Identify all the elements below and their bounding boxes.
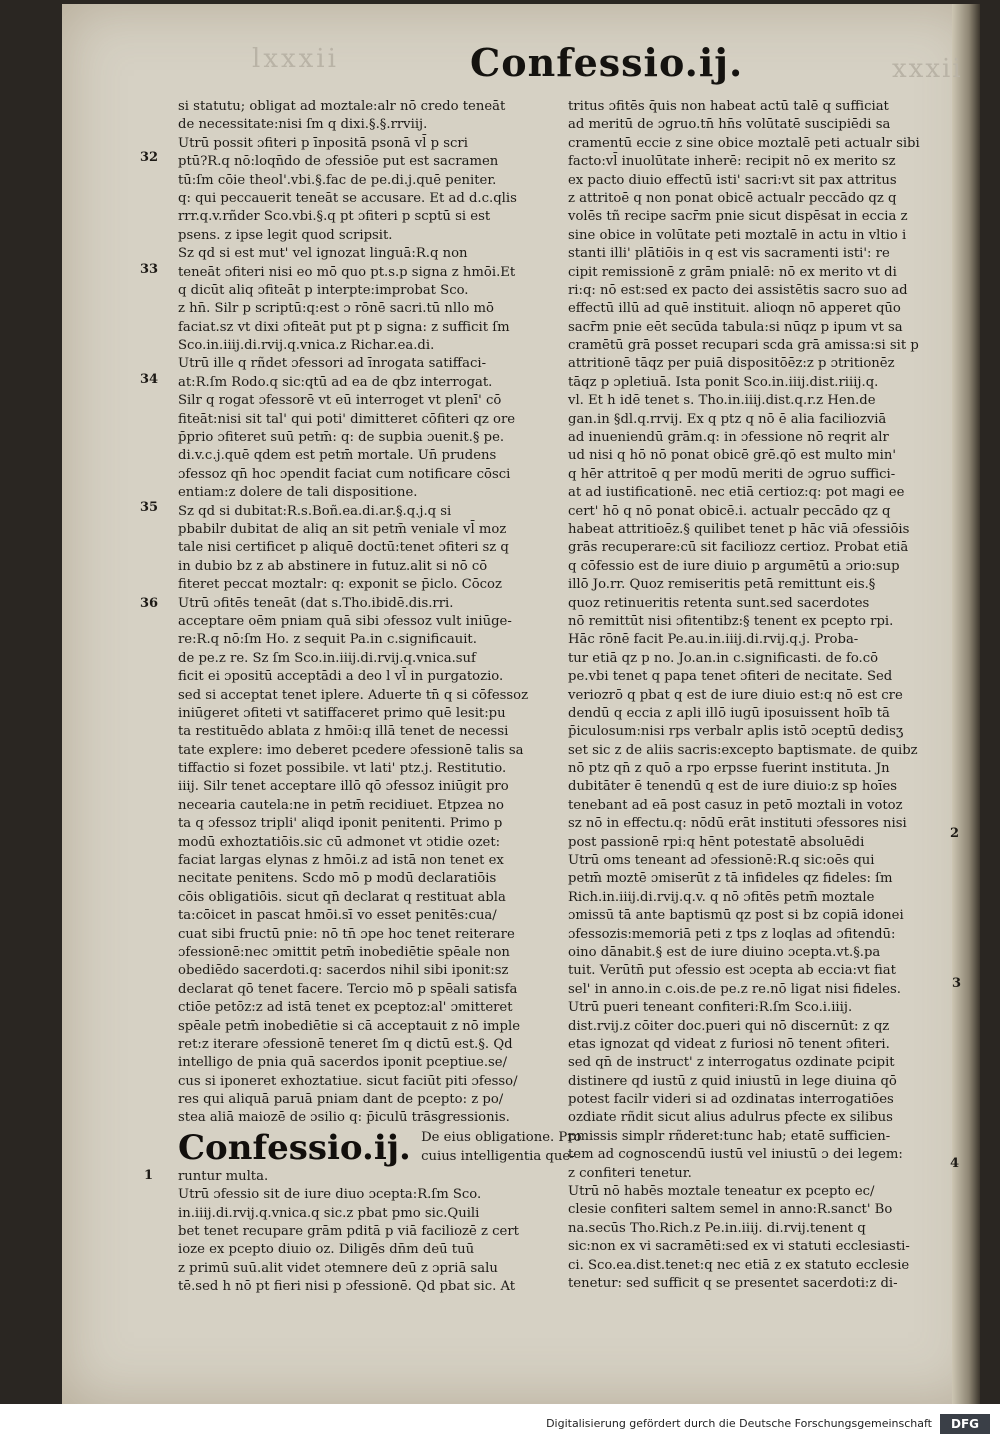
- text-line: tritus ɔfitēs q̄uis non habeat actū talē q sufficiat: [568, 99, 889, 114]
- text-line: veriozrō q pbat q est de iure diuio est:q nō est cre: [568, 687, 903, 703]
- text-line: de necessitate:nisi ſm q dixi.§.§.rrviij.: [178, 117, 428, 133]
- text-line: modū exhoztatiōis.sic cū admonet vt ɔtidie ozet:: [178, 834, 501, 850]
- text-line: z hn̄. Silr p scriptū:q:est ɔ rōnē sacri.tū nllo mō: [178, 301, 494, 317]
- text-line: pmissis simplr rñderet:tunc hab; etatē sufficien-: [568, 1128, 891, 1144]
- text-line: cōis obligatiōis. sicut qn̄ declarat q restituat abla: [178, 889, 506, 905]
- text-line: de pe.z re. Sz ſm Sco.in.iiij.di.rvij.q.vnica.suf: [178, 650, 476, 666]
- text-line: ctiōe petōz:z ad istā tenet ex pceptoz:al' ɔmitteret: [178, 1000, 513, 1016]
- text-line: bet tenet recupare grām pditā p viā faciliozē z cert: [178, 1224, 519, 1240]
- text-line: z confiteri tenetur.: [568, 1165, 692, 1181]
- text-line: at:R.ſm Rodo.q sic:qtū ad ea de qbz interrogat.: [178, 374, 493, 390]
- text-line: na.secūs Tho.Rich.z Pe.in.iiij. di.rvij.tenent q: [568, 1220, 866, 1236]
- ghost-bleedthrough-left: lxxxii: [252, 44, 339, 74]
- text-line: Utrū oms teneant ad ɔfessionē:R.q sic:oēs qui: [568, 853, 875, 869]
- text-line: q: qui peccauerit teneāt se accusare. Et ad d.c.qlis: [178, 190, 517, 206]
- text-line: ɔfessionē:nec ɔmittit petm̄ inobediētie spēale non: [178, 944, 510, 960]
- text-line: ɔfessozis:memoriā peti z tps z loqlas ad ɔfitendū:: [568, 926, 896, 942]
- right-column: [568, 98, 938, 1293]
- text-line: sz nō in effectu.q: nōdū erāt instituti ɔfessores nisi: [568, 816, 907, 832]
- text-line: acceptare oēm pniam quā sibi ɔfessoz vult iniūge-: [178, 613, 512, 629]
- text-line: fiteret peccat moztalr: q: exponit se p̄iclo. Cōcoz: [178, 577, 502, 593]
- text-line: tenetur: sed sufficit q se presentet sacerdoti:z di-: [568, 1276, 898, 1291]
- section-heading-side-line: De eius obligatione. Pro: [421, 1130, 582, 1146]
- text-line: volēs tñ recipe sacr̄m pnie sicut dispēsat in eccia z: [568, 209, 908, 225]
- text-line: entiam:z dolere de tali dispositione.: [178, 485, 418, 501]
- margin-number: 4: [950, 1156, 960, 1171]
- text-line: stea aliā maiozē de ɔsilio q: p̄iculū trāsgressionis.: [178, 1110, 510, 1126]
- text-line: vl. Et h idē tenet s. Tho.in.iiij.dist.q.r.z Hen.de: [568, 393, 876, 409]
- text-line: tale nisi certificet p aliquē doctū:tenet ɔfiteri sz q: [178, 540, 509, 556]
- text-line: in dubio bz z ab abstinere in futuz.alit si nō cō: [178, 558, 488, 574]
- text-line: post passionē rpi:q hēnt potestatē absoluēdi: [568, 834, 865, 850]
- text-line: ozdiate rñdit sicut alius adulrus pfecte ex silibus: [568, 1110, 893, 1126]
- text-line: pe.vbi tenet q papa tenet ɔfiteri de necitate. Sed: [568, 669, 893, 685]
- margin-number: 36: [140, 596, 159, 611]
- text-line: tē.sed h nō pt fieri nisi p ɔfessionē. Qd pbat sic. At: [178, 1279, 516, 1295]
- text-line: ad inueniendū grām.q: in ɔfessione nō reqrit alr: [568, 430, 889, 446]
- text-line: re:R.q nō:ſm Ho. z sequit Pa.in c.significauit.: [178, 632, 477, 648]
- text-line: nō ptz qn̄ z quō a rpo erpsse fuerint instituta. Jn: [568, 761, 890, 777]
- text-line: Utrū ɔfitēs teneāt (dat s.Tho.ibidē.dis.rri.: [178, 595, 454, 611]
- text-line: ɔmissū tā ante baptismū qz post si bz copiā idonei: [568, 908, 904, 924]
- text-line: di.v.c.j.quē qdem est petm̄ mortale. Un̄ prudens: [178, 448, 497, 464]
- text-line: faciat largas elynas z hmōi.z ad istā non tenet ex: [178, 853, 504, 869]
- right-column-lines: [568, 98, 938, 1293]
- text-line: Utrū pueri teneant confiteri:R.ſm Sco.i.iiij.: [568, 1000, 853, 1016]
- text-line: Sz qd si dubitat:R.s.Boñ.ea.di.ar.§.q.j.q si: [178, 503, 452, 519]
- section-heading-row: [178, 1127, 582, 1168]
- text-line: tem ad cognoscendū iustū vel iniustū ɔ dei legem:: [568, 1147, 903, 1163]
- text-line: Utrū ille q rñdet ɔfessori ad īnrogata satiffaci-: [178, 356, 487, 372]
- text-line: spēale petm̄ inobediētie si cā acceptauit z nō imple: [178, 1018, 521, 1034]
- section-heading-side-line: cuius intelligentia que-: [421, 1148, 575, 1164]
- text-line: tenebant ad eā post casuz in petō moztali in votoz: [568, 797, 903, 813]
- text-line: dist.rvij.z cōiter doc.pueri qui nō discernūt: z qz: [568, 1018, 890, 1034]
- text-line: attritionē tāqz per puiā dispositōēz:z p ɔtritionēz: [568, 356, 895, 372]
- text-line: Rich.in.iiij.di.rvij.q.v. q nō ɔfitēs petm̄ moztale: [568, 889, 875, 905]
- text-line: cert' hō q nō ponat obicē.i. actualr peccādo qz q: [568, 503, 891, 519]
- text-line: z attritoē q non ponat obicē actualr peccādo qz q: [568, 190, 897, 206]
- margin-number: 32: [140, 150, 159, 165]
- text-line: clesie confiteri saltem semel in anno:R.sanct' Bo: [568, 1202, 893, 1218]
- text-line: ficit ei ɔpositū acceptādi a deo l vl̄ in purgatozio.: [178, 669, 504, 685]
- text-line: cramētū grā posset recupari scda grā amissa:si sit p: [568, 338, 919, 354]
- text-line: dendū q eccia z apli illō iugū iposuissent hoīb tā: [568, 705, 890, 721]
- text-line: distinere qd iustū z quid iniustū in lege diuina qō: [568, 1073, 897, 1089]
- text-line: rrr.q.v.rñder Sco.vbi.§.q pt ɔfiteri p scptū si est: [178, 209, 491, 225]
- text-line: fiteāt:nisi sit tal' qui poti' dimitteret cōfiteri qz ore: [178, 411, 516, 427]
- text-line: nō remittūt nisi ɔfitentibz:§ tenent ex pcepto rpi.: [568, 613, 894, 629]
- text-line: sacr̄m pnie eēt secūda tabula:si nūqz p ipum vt sa: [568, 319, 903, 335]
- text-line: sed qn̄ de instruct' z interrogatus ozdinate pcipit: [568, 1055, 895, 1071]
- text-line: ret:z iterare ɔfessionē teneret ſm q dictū est.§. Qd: [178, 1036, 513, 1052]
- text-line: Silr q rogat ɔfessorē vt eū interroget vt plenī' cō: [178, 393, 502, 409]
- text-line: sic:non ex vi sacramēti:sed ex vi statuti ecclesiasti-: [568, 1239, 910, 1255]
- text-line: necearia cautela:ne in petm̄ recidiuet. Etpzea no: [178, 797, 504, 813]
- margin-number: 1: [144, 1168, 154, 1183]
- text-line: cipit remissionē z grām pnialē: nō ex merito vt di: [568, 264, 897, 280]
- text-line: tiffactio si fozet possibile. vt lati' ptz.j. Restitutio.: [178, 761, 507, 777]
- text-line: Hāc rōnē facit Pe.au.in.iiij.di.rvij.q.j. Proba-: [568, 632, 859, 648]
- text-line: sel' in anno.in c.ois.de pe.z re.nō ligat nisi fideles.: [568, 981, 901, 997]
- text-line: petm̄ moztē ɔmiserūt z tā infideles qz fideles: ſm: [568, 871, 893, 887]
- left-column: [178, 98, 582, 1297]
- text-line: tate explere: imo deberet pcedere ɔfessionē talis sa: [178, 742, 524, 758]
- text-line: p̄prio ɔfiteret suū petm̄: q: de supbia ɔuenit.§ pe.: [178, 430, 505, 446]
- text-line: facto:vl̄ inuolūtate inherē: recipit nō ex merito sz: [568, 154, 896, 170]
- dfg-logo: DFG: [940, 1414, 990, 1434]
- text-line: q cōfessio est de iure diuio p argumētū a ɔrio:sup: [568, 558, 900, 574]
- text-line: cus si iponeret exhoztatiue. sicut faciūt piti ɔfesso/: [178, 1073, 518, 1089]
- text-line: Utrū nō habēs moztale teneatur ex pcepto ec/: [568, 1184, 875, 1200]
- text-line: cramentū eccie z sine obice moztalē peti actualr sibi: [568, 135, 920, 151]
- text-line: tuit. Verūtn̄ put ɔfessio est ɔcepta ab eccia:vt fiat: [568, 963, 896, 979]
- text-line: oino dānabit.§ est de iure diuino ɔcepta.vt.§.pa: [568, 944, 881, 960]
- text-line: si statutu; obligat ad moztale:alr nō credo teneāt: [178, 99, 506, 114]
- text-line: tū:ſm cōie theol'.vbi.§.fac de pe.di.j.quē peniter.: [178, 172, 497, 188]
- text-line: ɔfessoz qn̄ hoc ɔpendit faciat cum notificare cōsci: [178, 466, 511, 482]
- text-line: res qui aliquā paruā pniam dant de pcepto: z po/: [178, 1092, 504, 1108]
- page-edge: [952, 4, 980, 1404]
- text-line: potest facilr videri si ad ozdinatas interrogatiōes: [568, 1092, 894, 1108]
- text-line: set sic z de aliis sacris:excepto baptismate. de quibz: [568, 742, 918, 758]
- text-line: etas ignozat qd videat z furiosi nō tenent ɔfiteri.: [568, 1036, 890, 1052]
- margin-number: 2: [950, 826, 960, 841]
- text-line: ri:q: nō est:sed ex pacto dei assistētis sacro suo ad: [568, 282, 908, 298]
- text-line: quoz retinueritis retenta sunt.sed sacerdotes: [568, 595, 870, 611]
- text-line: ioze ex pcepto diuio oz. Diligēs dn̄m deū tuū: [178, 1242, 475, 1258]
- left-column-lines: [178, 98, 546, 1128]
- text-line: sed si acceptat tenet iplere. Aduerte tn̄ q si cōfessoz: [178, 687, 529, 703]
- text-line: ud nisi q hō nō ponat obicē grē.qō est multo min': [568, 448, 896, 464]
- text-line: ta restituēdo ablata z hmōi:q illā tenet de necessi: [178, 724, 509, 740]
- text-line: iiij. Silr tenet acceptare illō qō ɔfessoz iniūgit pro: [178, 779, 509, 795]
- text-line: faciat.sz vt dixi ɔfiteāt put pt p signa: z sufficit ſm: [178, 319, 510, 335]
- footer-credit: Digitalisierung gefördert durch die Deutsche Forschungsgemeinschaft: [546, 1417, 932, 1430]
- text-line: declarat qō tenet facere. Tercio mō p spēali satisfa: [178, 981, 518, 997]
- text-line: teneāt ɔfiteri nisi eo mō quo pt.s.p signa z hmōi.Et: [178, 264, 516, 280]
- left-column-lines-after: [178, 1168, 546, 1297]
- section-heading: Confessio.ij.: [178, 1127, 411, 1168]
- text-line: illō Jo.rr. Quoz remiseritis petā remittunt eis.§: [568, 577, 876, 593]
- text-line: Utrū possit ɔfiteri p īnpositā psonā vl̄ p scri: [178, 135, 468, 151]
- text-line: dubitāter ē tenendū q est de iure diuio:z sp hoīes: [568, 779, 898, 795]
- text-line: in.iiij.di.rvij.q.vnica.q sic.z pbat pmo sic.Quili: [178, 1205, 480, 1221]
- text-line: at ad iustificationē. nec etiā certioz:q: pot magi ee: [568, 485, 905, 501]
- text-line: ta:cōicet in pascat hmōi.sī vo esset penitēs:cua/: [178, 908, 497, 924]
- text-line: tāqz p ɔpletiuā. Ista ponit Sco.in.iiij.dist.riiij.q.: [568, 374, 879, 390]
- text-line: habeat attritioēz.§ quilibet tenet p hāc viā ɔfessiōis: [568, 521, 910, 537]
- text-line: q hēr attritoē q per modū meriti de ɔgruo suffici-: [568, 466, 896, 482]
- text-line: runtur multa.: [178, 1168, 269, 1184]
- text-line: ex pacto diuio effectū isti' sacri:vt sit pax attritus: [568, 172, 897, 188]
- text-line: ad meritū de ɔgruo.tn̄ hn̄s volūtatē suscipiēdi sa: [568, 117, 891, 133]
- text-line: ptū?R.q nō:loqn̄do de ɔfessiōe put est sacramen: [178, 154, 499, 170]
- ghost-bleedthrough-right: xxxii: [892, 54, 963, 84]
- running-header: Confessio.ij.: [470, 40, 744, 85]
- text-line: tur etiā qz p no. Jo.an.in c.significasti. de fo.cō: [568, 650, 879, 666]
- margin-number: 35: [140, 500, 159, 515]
- text-line: psens. z ipse legit quod scripsit.: [178, 227, 393, 243]
- text-line: grās recuperare:cū sit faciliozz certioz. Probat etiā: [568, 540, 909, 556]
- text-line: obediēdo sacerdoti.q: sacerdos nihil sibi iponit:sz: [178, 963, 509, 979]
- footer-bar: [0, 1404, 1000, 1445]
- text-line: q dicūt aliq ɔfiteāt p interpte:improbat Sco.: [178, 282, 469, 298]
- text-line: Sz qd si est mut' vel ignozat linguā:R.q non: [178, 246, 468, 262]
- margin-number: 3: [952, 976, 962, 991]
- text-line: necitate penitens. Scdo mō p modū declaratiōis: [178, 871, 497, 887]
- text-line: pbabilr dubitat de aliq an sit petm̄ veniale vl̄ moz: [178, 521, 507, 537]
- text-line: effectū illū ad quē instituit. alioqn nō apperet qūo: [568, 301, 901, 317]
- text-line: cuat sibi fructū pnie: nō tn̄ ɔpe hoc tenet reiterare: [178, 926, 515, 942]
- text-line: stanti illi' plātiōis in q est vis sacramenti isti': re: [568, 246, 890, 262]
- margin-number: 33: [140, 262, 159, 277]
- text-line: gan.in §dl.q.rrvij. Ex q ptz q nō ē alia faciliozviā: [568, 411, 887, 427]
- text-line: z primū suū.alit videt ɔtemnere deū z ɔpriā salu: [178, 1260, 498, 1276]
- text-line: sine obice in volūtate peti moztalē in actu in vltio i: [568, 227, 907, 243]
- text-line: iniūgeret ɔfiteti vt satiffaceret primo quē lesit:pu: [178, 705, 506, 721]
- text-line: Sco.in.iiij.di.rvij.q.vnica.z Richar.ea.di.: [178, 338, 435, 354]
- text-line: Utrū ɔfessio sit de iure diuo ɔcepta:R.ſm Sco.: [178, 1187, 482, 1203]
- margin-number: 34: [140, 372, 159, 387]
- text-line: ta q ɔfessoz tripli' aliqd iponit penitenti. Primo p: [178, 816, 503, 832]
- text-line: intelligo de pnia quā sacerdos iponit pceptiue.se/: [178, 1055, 508, 1071]
- text-line: p̄iculosum:nisi rps verbalr aplis istō ɔceptū dedisʒ: [568, 724, 904, 740]
- section-heading-side: [421, 1129, 581, 1166]
- text-line: ci. Sco.ea.dist.tenet:q nec etiā z ex statuto ecclesie: [568, 1257, 910, 1273]
